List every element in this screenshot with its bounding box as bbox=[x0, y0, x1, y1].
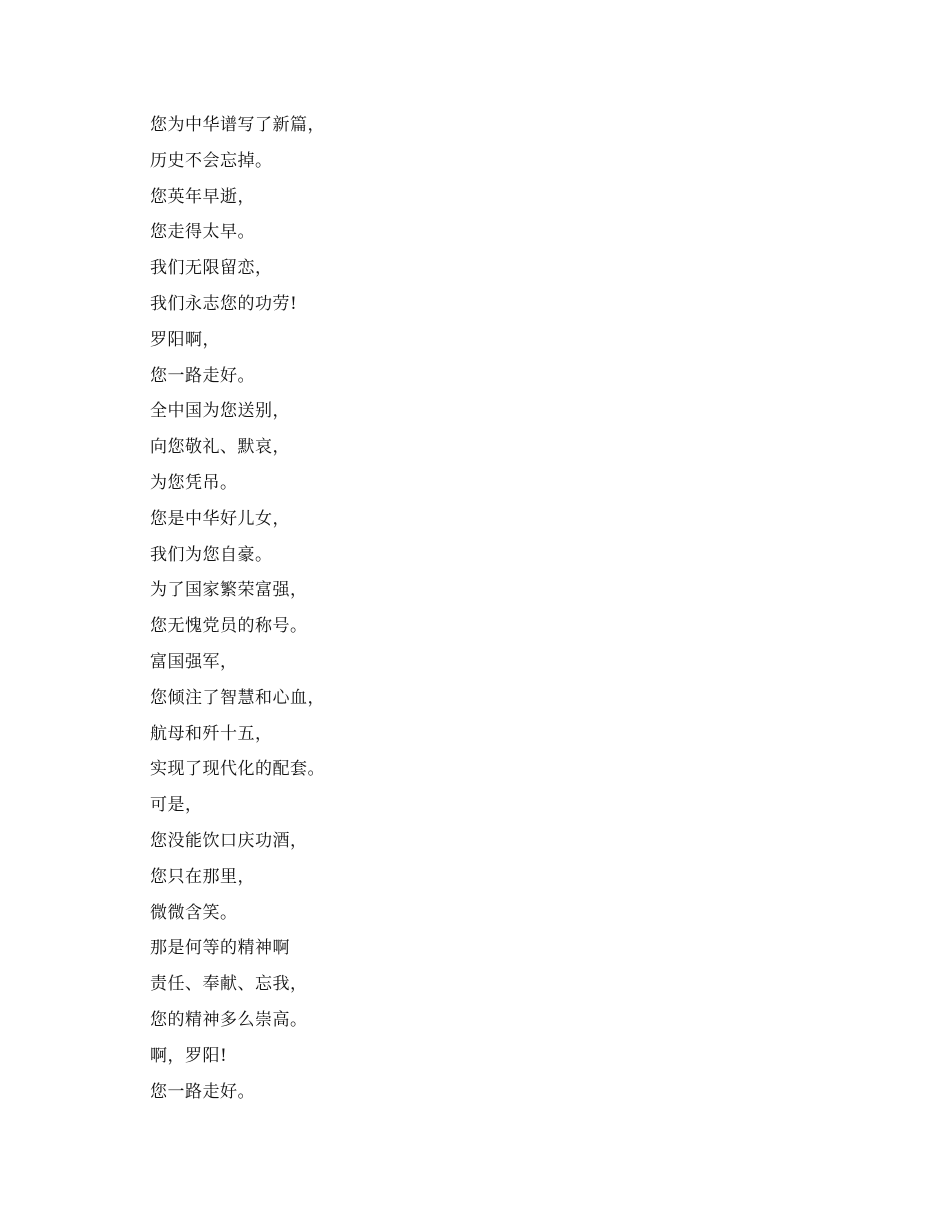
poem-line: 您倾注了智慧和心血， bbox=[150, 687, 325, 708]
poem-line: 您是中华好儿女， bbox=[150, 508, 290, 529]
poem-line: 为了国家繁荣富强， bbox=[150, 580, 308, 601]
poem-line: 您英年早逝， bbox=[150, 186, 255, 207]
poem-line: 我们为您自豪。 bbox=[150, 544, 273, 565]
poem-line: 为您凭吊。 bbox=[150, 472, 238, 493]
poem-line: 富国强军， bbox=[150, 651, 238, 672]
poem-line: 责任、奉献、忘我， bbox=[150, 974, 308, 995]
poem-line: 我们无限留恋， bbox=[150, 258, 273, 279]
poem-line: 微微含笑。 bbox=[150, 902, 238, 923]
poem-line: 向您敬礼、默哀， bbox=[150, 437, 290, 458]
poem-line: 您的精神多么崇高。 bbox=[150, 1009, 308, 1030]
poem-line: 您只在那里， bbox=[150, 866, 255, 887]
poem-line: 您没能饮口庆功酒， bbox=[150, 830, 308, 851]
poem-line: 实现了现代化的配套。 bbox=[150, 759, 325, 780]
poem-line: 罗阳啊， bbox=[150, 329, 220, 350]
poem-text bbox=[150, 108, 325, 1110]
poem-line: 您无愧党员的称号。 bbox=[150, 616, 308, 637]
poem-line: 我们永志您的功劳! bbox=[150, 293, 298, 314]
poem-line: 那是何等的精神啊 bbox=[150, 938, 290, 959]
poem-line: 可是， bbox=[150, 795, 203, 816]
poem-line: 您为中华谱写了新篇， bbox=[150, 115, 325, 135]
poem-line: 啊，罗阳! bbox=[150, 1045, 228, 1066]
poem-line: 航母和歼十五， bbox=[150, 723, 273, 744]
poem-line: 您走得太早。 bbox=[150, 222, 255, 243]
poem-line: 您一路走好。 bbox=[150, 1081, 255, 1102]
poem-line: 全中国为您送别， bbox=[150, 401, 290, 422]
poem-line: 您一路走好。 bbox=[150, 365, 255, 386]
poem-line: 历史不会忘掉。 bbox=[150, 150, 273, 171]
